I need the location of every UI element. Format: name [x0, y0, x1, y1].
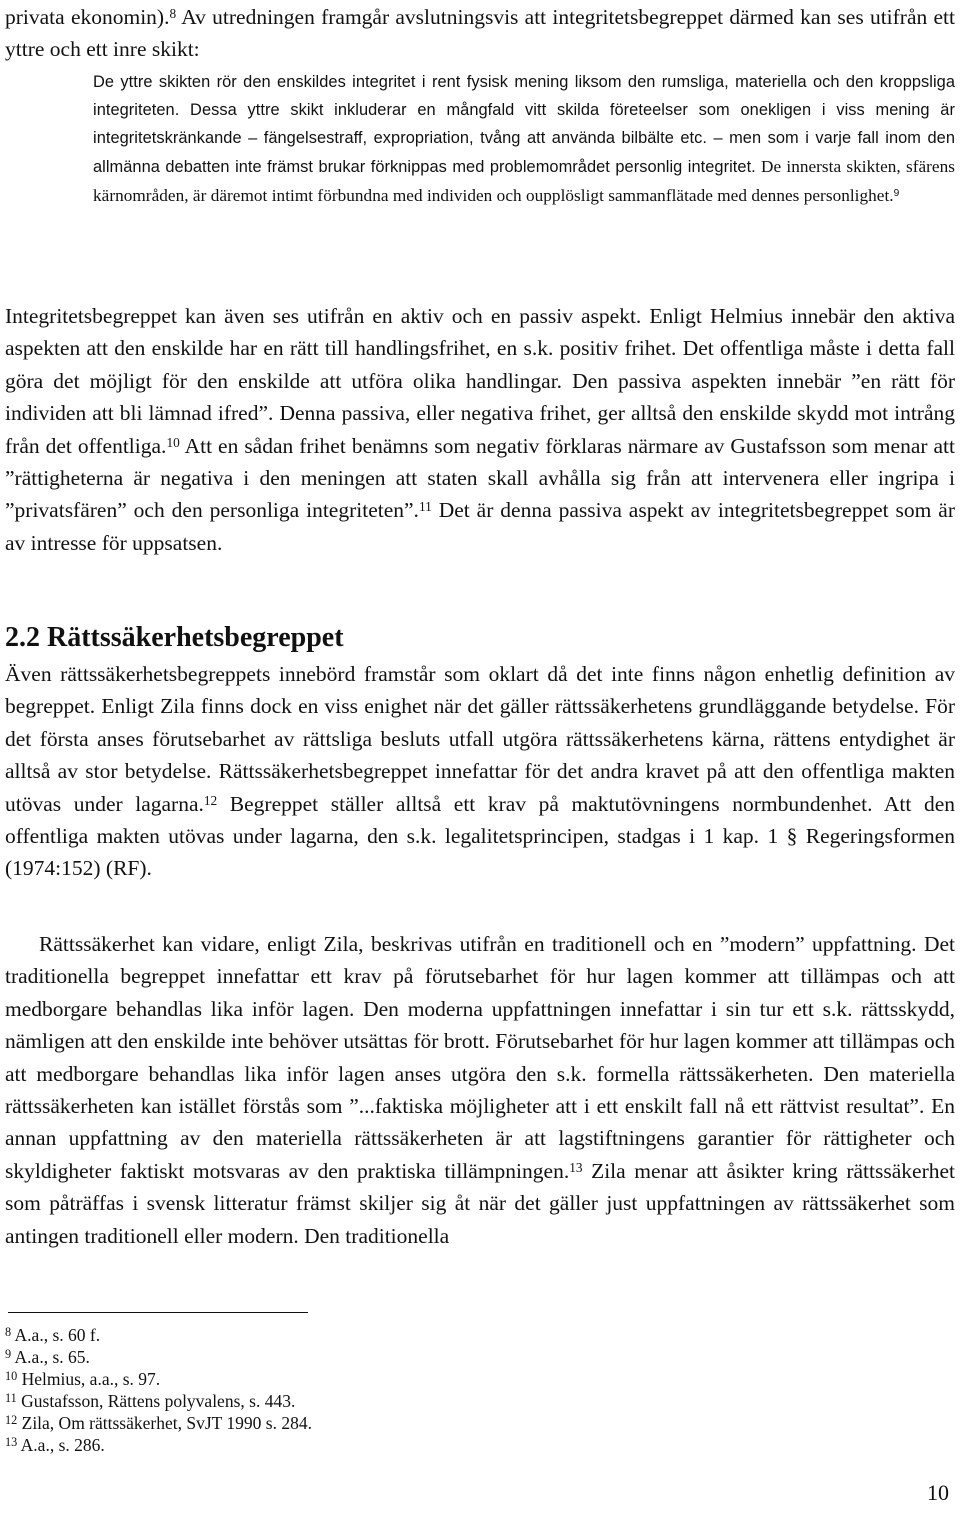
legal-certainty-views-paragraph	[5, 928, 955, 1252]
footnote-ref: 10	[166, 434, 180, 450]
paragraph-text: Att en sådan frihet benämns som negativ förklaras närmare av Gustafsson som menar att ”rättigheterna är negativa i den meningen att staten skall avhålla sig från att intervenera eller ingripa i ”privatsfären” och den personliga integriteten”.	[5, 433, 956, 523]
intro-text-post: Av utredningen framgår avslutningsvis att integritetsbegreppet därmed kan ses utifrån ett yttre och ett inre skikt:	[5, 5, 955, 62]
block-quote	[93, 69, 955, 211]
integrity-aspects-paragraph	[5, 300, 955, 559]
paragraph-text: Det är denna passiva aspekt av integritetsbegreppet som är av intresse för uppsatsen.	[5, 498, 955, 555]
legal-certainty-paragraph	[5, 658, 955, 885]
document-page	[5, 0, 956, 1505]
footnote-number: 9	[5, 1347, 12, 1362]
footnote-ref: 11	[418, 499, 432, 515]
footnote-item	[5, 1391, 905, 1413]
footnote-text: A.a., s. 65.	[11, 1346, 90, 1367]
footnote-ref: 12	[203, 792, 218, 808]
footnote-item	[5, 1413, 905, 1435]
footnote-ref: 9	[893, 188, 900, 200]
footnote-ref: 13	[569, 1159, 583, 1175]
paragraph-text: Zila menar att åsikter kring rättssäkerhet som påträffas i svensk litteratur främst skiljer sig åt när det gäller just uppfattningen av rättssäkerhet som antingen traditionell eller modern. Den traditionella	[5, 1158, 955, 1248]
footnote-text: Gustafsson, Rättens polyvalens, s. 443.	[16, 1390, 296, 1411]
footnote-item	[5, 1325, 905, 1347]
footnote-item	[5, 1369, 905, 1391]
footnote-text: A.a., s. 286.	[17, 1434, 105, 1455]
footnote-number: 8	[5, 1325, 12, 1340]
quote-text-b: De innersta skikten, sfärens kärnområden, är däremot intimt förbundna med individen och oupplösligt sammanflätade med dennes personlighet.	[93, 156, 955, 205]
footnote-text: Zila, Om rättssäkerhet, SvJT 1990 s. 284.	[17, 1412, 312, 1433]
section-heading: 2.2 Rättssäkerhetsbegreppet	[5, 622, 344, 653]
paragraph-text: Även rättssäkerhetsbegreppets innebörd framstår som oklart då det inte finns någon enhetlig definition av begreppet. Enligt Zila finns dock en viss enighet när det gäller rättssäkerhetens grundläggande betydelse. För det första anses förutsebarhet av rättsliga besluts utfall utgöra rättssäkerhetens kärna, rättens entydighet är alltså av stor betydelse. Rättssäkerhetsbegreppet innefattar för det andra kravet på att den offentliga makten utövas under lagarna.	[5, 662, 955, 816]
footnote-item	[5, 1347, 905, 1369]
footnote-number: 10	[5, 1368, 18, 1383]
intro-text-pre: privata ekonomin).	[5, 5, 170, 29]
footnote-number: 12	[5, 1412, 18, 1427]
intro-paragraph	[5, 1, 955, 66]
paragraph-text: Rättssäkerhet kan vidare, enligt Zila, beskrivas utifrån en traditionell och en ”modern” uppfattning. Det traditionella begreppet innefattar ett krav på förutsebarhet för hur lagen kommer att tillämpas och att medborgare behandlas lika inför lagen. Den moderna uppfattningen innefattar i sin tur ett s.k. rättsskydd, nämligen att den enskilde inte behöver utsättas för brott. Förutsebarhet för hur lagen kommer att tillämpas och att medborgare behandlas lika inför lagen anses utgöra den s.k. formella rättssäkerheten. Den materiella rättssäkerheten kan istället förstås som ”...faktiska möjligheter att i ett enskilt fall nå ett rättvist resultat”. En annan uppfattning av den materiella rättssäkerheten är att lagstiftningens garantier för rättigheter och skyldigheter faktiskt motsvaras av den praktiska tillämpningen.	[5, 932, 955, 1183]
footnote-divider	[8, 1312, 308, 1313]
page-number: 10	[927, 1480, 949, 1505]
footnote-text: A.a., s. 60 f.	[11, 1325, 101, 1345]
footnote-item	[5, 1435, 905, 1457]
footnote-ref: 8	[169, 6, 177, 22]
paragraph-text: Integritetsbegreppet kan även ses utifrån en aktiv och en passiv aspekt. Enligt Helmius innebär den aktiva aspekten att den enskilde har en rätt till handlingsfrihet, en s.k. positiv frihet. Det offentliga måste i detta fall göra det möjligt för den enskilde att utföra olika handlingar. Den passiva aspekten innebär ”en rätt för individen att bli lämnad ifred”. Denna passiva, eller negativa frihet, ger alltså den enskilde skydd mot intrång från det offentliga.	[5, 304, 955, 458]
footnote-number: 11	[5, 1390, 17, 1405]
paragraph-text: Begreppet ställer alltså ett krav på maktutövningens normbundenhet. Att den offentliga makten utövas under lagarna, den s.k. legalitetsprincipen, stadgas i 1 kap. 1 § Regeringsformen (1974:152) (RF).	[5, 791, 955, 881]
footnote-text: Helmius, a.a., s. 97.	[17, 1368, 161, 1389]
quote-text-a: De yttre skikten rör den enskildes integritet i rent fysisk mening liksom den rumsliga, materiella och den kroppsliga integriteten. Dessa yttre skikt inkluderar en mångfald vitt skilda företeelser som onekligen i viss mening är integritetskränkande – fängelsestraff, expropriation, tvång att använda bilbälte etc. – men som i varje fall inom den allmänna debatten inte främst brukar förknippas med problemområdet personlig integritet.	[93, 73, 955, 176]
footnotes	[5, 1325, 905, 1456]
footnote-number: 13	[5, 1434, 18, 1449]
